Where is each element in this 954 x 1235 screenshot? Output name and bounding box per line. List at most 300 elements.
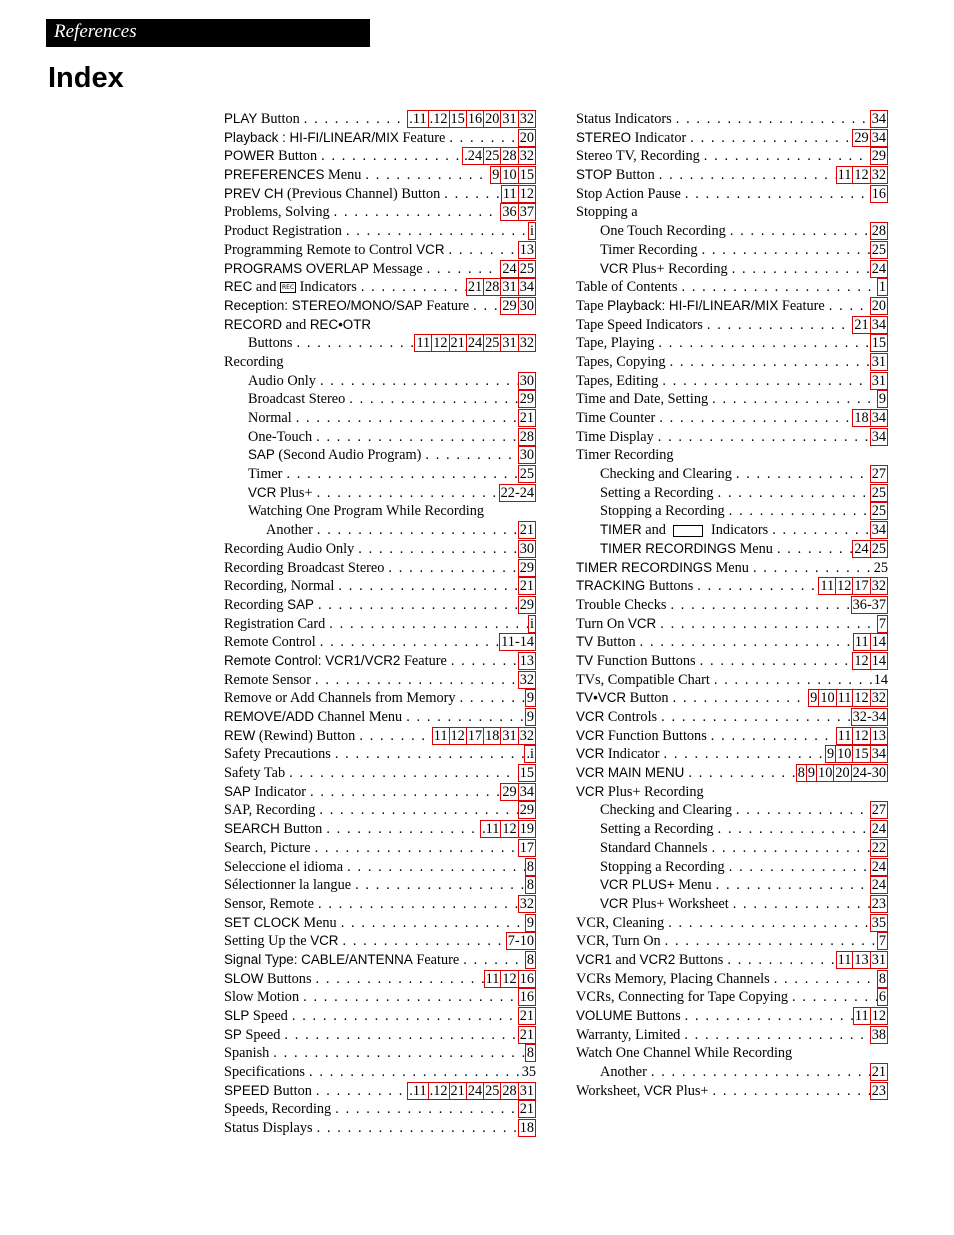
page-link[interactable]: 12 — [871, 1008, 886, 1024]
page-link[interactable]: 17 — [519, 839, 534, 856]
page-refs — [871, 502, 888, 521]
index-term: Timer Recording — [600, 241, 698, 258]
index-entry — [576, 559, 888, 578]
page-link[interactable]: 21 — [519, 1101, 534, 1118]
index-term: Watch One Channel While Recording — [576, 1045, 793, 1062]
dot-leader — [300, 110, 409, 129]
index-term: REW (Rewind) Button — [224, 727, 356, 744]
page-link[interactable]: 25 — [871, 503, 886, 520]
index-entry — [576, 129, 888, 148]
dot-leader — [330, 203, 502, 222]
page-link[interactable]: 25 — [871, 484, 886, 501]
page-link[interactable]: 30 — [519, 540, 534, 557]
page-link[interactable]: 32 — [519, 727, 534, 744]
page-link[interactable]: 10 — [837, 746, 852, 763]
page-link[interactable]: 6 — [878, 989, 886, 1006]
index-term: TV•VCR Button — [576, 690, 669, 707]
page-link[interactable]: 36-37 — [852, 596, 886, 613]
page-link[interactable]: 25 — [871, 241, 886, 258]
index-entry — [224, 185, 536, 204]
index-term: TV Function Buttons — [576, 652, 696, 669]
page-link[interactable]: 32 — [519, 148, 534, 165]
index-term: Spanish — [224, 1045, 270, 1062]
index-entry — [576, 652, 888, 671]
dot-leader — [664, 914, 871, 933]
page-link[interactable]: 30 — [519, 297, 534, 314]
index-term: Programming Remote to Control VCR — [224, 241, 445, 258]
page-link[interactable]: 24 — [871, 260, 886, 277]
section-header-bar — [46, 19, 370, 47]
page-link[interactable]: 25 — [485, 335, 500, 352]
page-link[interactable]: 29 — [502, 783, 517, 800]
page-refs — [525, 745, 536, 764]
page-link[interactable]: 15 — [450, 111, 465, 127]
page-link[interactable]: 11 — [502, 185, 517, 202]
index-term: REMOVE/ADD Channel Menu — [224, 709, 403, 725]
index-entry — [576, 708, 888, 727]
page-refs — [507, 932, 536, 951]
index-entry — [576, 858, 888, 877]
page-link[interactable]: 24 — [871, 858, 886, 875]
page-link[interactable]: 7 — [878, 615, 886, 632]
page-link[interactable]: 21 — [519, 578, 534, 595]
index-entry — [224, 110, 536, 129]
page-link[interactable]: 25 — [871, 540, 886, 557]
index-term: One Touch Recording — [600, 223, 726, 240]
page-refs — [874, 671, 888, 690]
page-link[interactable]: 32 — [519, 895, 534, 912]
index-term: Table of Contents — [576, 279, 678, 296]
page-link[interactable]: 24 — [871, 821, 886, 838]
dot-leader — [698, 241, 871, 260]
dot-leader — [658, 372, 870, 391]
index-term: Recording SAP — [224, 596, 314, 613]
page-link[interactable]: 13 — [519, 241, 534, 258]
page-link[interactable]: 12 — [837, 578, 852, 595]
page-link[interactable]: 16 — [519, 970, 534, 987]
page-link[interactable]: 10 — [818, 765, 833, 782]
dot-leader — [299, 988, 519, 1007]
page-link[interactable]: 15 — [519, 167, 534, 184]
index-entry — [224, 559, 536, 578]
page-link[interactable]: 29 — [519, 596, 534, 613]
page-link[interactable]: 12 — [854, 690, 869, 707]
page-link[interactable]: 17 — [467, 727, 483, 744]
page-link[interactable]: 11 — [854, 634, 869, 651]
index-term: Sélectionner la langue — [224, 877, 352, 894]
dot-leader — [656, 615, 878, 634]
page-link[interactable]: 32 — [519, 671, 534, 688]
index-entry — [224, 895, 536, 914]
page-link[interactable]: 8 — [526, 951, 534, 968]
page-link[interactable]: 12 — [450, 727, 465, 744]
page-link[interactable]: 21 — [467, 279, 483, 296]
page-refs — [871, 241, 888, 260]
page-link[interactable]: 16 — [467, 111, 483, 127]
dot-leader — [317, 147, 463, 166]
index-entry — [576, 951, 888, 970]
page-link[interactable]: 9 — [492, 167, 500, 184]
page-refs — [871, 895, 888, 914]
index-entry — [224, 166, 536, 185]
page-link[interactable]: 8 — [878, 970, 886, 987]
page-link[interactable]: 28 — [502, 1082, 517, 1099]
page-link[interactable]: 23 — [871, 895, 886, 912]
page-link[interactable]: 31 — [871, 353, 886, 370]
index-entry — [576, 241, 888, 260]
index-term: Recording Broadcast Stereo — [224, 559, 385, 576]
page-link[interactable]: .24 — [464, 148, 483, 165]
dot-leader — [384, 559, 518, 578]
index-entry — [224, 222, 536, 241]
page-link[interactable]: 9 — [826, 746, 835, 763]
page-link[interactable]: 25 — [519, 466, 534, 483]
page-link[interactable]: .11 — [409, 1082, 427, 1099]
page-refs — [526, 876, 536, 895]
page-refs — [500, 633, 536, 652]
page-refs — [519, 577, 536, 596]
page-link[interactable]: 18 — [485, 727, 500, 744]
page-link[interactable]: 23 — [871, 1082, 886, 1099]
index-term: Specifications — [224, 1064, 305, 1081]
page-refs — [871, 260, 888, 279]
index-term: Timer Recording — [576, 447, 674, 464]
page-link[interactable]: 31 — [502, 727, 517, 744]
page-link[interactable]: 29 — [854, 129, 869, 146]
index-term: VCR Plus+ Recording — [576, 783, 704, 800]
page-link[interactable]: 32 — [519, 111, 534, 127]
page-link[interactable]: 32 — [871, 690, 886, 707]
page-link[interactable]: 25 — [519, 260, 534, 277]
index-entry — [576, 540, 888, 559]
page-link[interactable]: 15 — [519, 765, 534, 782]
page-link[interactable]: 21 — [519, 1026, 534, 1043]
page-link[interactable]: 15 — [871, 335, 886, 352]
page-refs — [853, 409, 888, 428]
index-term: Broadcast Stereo — [248, 391, 346, 408]
page-link[interactable]: 10 — [502, 167, 517, 184]
page-link[interactable]: 28 — [871, 223, 886, 240]
page-refs — [871, 110, 888, 129]
page-link[interactable]: 25 — [485, 148, 500, 165]
index-entry — [576, 727, 888, 746]
page-link[interactable]: 24 — [467, 1082, 483, 1099]
timer-indicator-icon — [673, 525, 703, 537]
page-link[interactable]: .12 — [429, 111, 448, 127]
page-link[interactable]: 7 — [878, 933, 886, 950]
page-link[interactable]: 9 — [878, 391, 886, 408]
index-entry — [576, 801, 888, 820]
page-link[interactable]: 9 — [526, 914, 534, 931]
page-link[interactable]: 14 — [871, 634, 886, 651]
page-link[interactable]: 31 — [871, 951, 886, 968]
dot-leader — [710, 671, 874, 690]
page-link[interactable]: 21 — [519, 1008, 534, 1024]
page-link[interactable]: 12 — [854, 652, 869, 669]
index-term: Trouble Checks — [576, 596, 667, 613]
index-term: Slow Motion — [224, 989, 300, 1006]
index-entry — [224, 147, 536, 166]
page-refs — [519, 596, 536, 615]
page-link[interactable]: 11 — [416, 335, 431, 352]
page-link[interactable]: 31 — [502, 279, 517, 296]
page-link[interactable]: 35 — [871, 914, 886, 931]
index-entry — [224, 689, 536, 708]
index-entry — [224, 353, 536, 372]
dot-leader — [712, 876, 871, 895]
index-term: Recording, Normal — [224, 578, 335, 595]
page-link[interactable]: i — [530, 615, 534, 632]
page-link[interactable]: 19 — [519, 821, 534, 838]
dot-leader — [311, 839, 519, 858]
page-link[interactable]: 1 — [878, 279, 886, 296]
page-link[interactable]: 29 — [502, 297, 517, 314]
page-link[interactable]: 29 — [519, 559, 534, 576]
page-link[interactable]: 14 — [871, 652, 886, 669]
dot-leader — [315, 801, 518, 820]
page-link[interactable]: 24 — [502, 260, 517, 277]
index-entry — [576, 633, 888, 652]
dot-leader — [666, 353, 871, 372]
index-entry — [224, 633, 536, 652]
page-link[interactable]: 34 — [871, 129, 886, 146]
page-link[interactable]: 8 — [797, 765, 805, 782]
page-link[interactable]: 11 — [820, 578, 835, 595]
index-term: VCR Plus+ — [248, 484, 313, 501]
page-refs — [501, 783, 536, 802]
dot-leader — [729, 895, 871, 914]
page-link[interactable]: 12 — [502, 821, 517, 838]
page-refs — [500, 484, 536, 503]
page-link[interactable]: 11 — [837, 727, 852, 744]
page-refs — [871, 147, 888, 166]
page-link[interactable]: 11 — [433, 727, 448, 744]
page-link[interactable]: 12 — [433, 335, 448, 352]
page-link[interactable]: 13 — [871, 727, 886, 744]
dot-leader — [361, 166, 491, 185]
page-link[interactable]: 9 — [810, 690, 818, 707]
page-link[interactable]: 8 — [526, 858, 534, 875]
page-link[interactable]: 32 — [871, 167, 886, 184]
page-link[interactable]: 21 — [519, 522, 534, 539]
page-link[interactable]: 21 — [519, 410, 534, 426]
page-link[interactable]: 21 — [854, 316, 869, 333]
page-link[interactable]: 27 — [871, 466, 886, 483]
page-link[interactable]: 8 — [526, 877, 534, 894]
page-link[interactable]: 12 — [854, 727, 869, 744]
page-link[interactable]: 9 — [807, 765, 816, 782]
dot-leader — [681, 1007, 854, 1026]
page-link[interactable]: 36 — [502, 204, 517, 221]
page-link[interactable]: 27 — [871, 802, 886, 819]
index-term: Stopping a — [576, 204, 638, 221]
index-term: Safety Tab — [224, 765, 286, 782]
page-link[interactable]: 38 — [871, 1026, 886, 1043]
index-entry — [576, 278, 888, 297]
page-link[interactable]: 34 — [871, 746, 886, 763]
dot-leader — [313, 1119, 519, 1138]
page-link[interactable]: 31 — [502, 111, 517, 127]
page-link[interactable]: 24 — [854, 540, 869, 557]
page-link[interactable]: 22 — [871, 839, 886, 856]
index-term: TIMER and Indicators — [600, 522, 769, 539]
index-entry — [576, 876, 888, 895]
page-link[interactable]: 34 — [871, 111, 886, 127]
page-refs — [519, 390, 536, 409]
index-term: Tapes, Copying — [576, 353, 666, 370]
page-refs — [519, 446, 536, 465]
index-term: SEARCH Button — [224, 821, 323, 838]
index-term: Turn On VCR — [576, 615, 657, 632]
index-term: Another — [266, 522, 313, 539]
index-entry — [576, 745, 888, 764]
dot-leader — [732, 801, 871, 820]
index-entry — [224, 484, 536, 503]
page-link[interactable]: 18 — [854, 410, 869, 426]
page-link[interactable]: 11 — [837, 167, 852, 184]
page-refs — [526, 951, 536, 970]
index-term: POWER Button — [224, 148, 318, 165]
page-link[interactable]: .11 — [482, 821, 500, 838]
page-refs — [519, 1119, 536, 1138]
page-refs — [854, 633, 888, 652]
dot-leader — [285, 764, 519, 783]
page-link[interactable]: 13 — [519, 652, 534, 669]
page-refs — [519, 241, 536, 260]
index-term: PREFERENCES Menu — [224, 167, 362, 184]
page-link[interactable]: 11 — [837, 690, 852, 707]
page-link[interactable]: 11 — [485, 970, 500, 987]
page-link[interactable]: 8 — [526, 1045, 534, 1062]
page-link[interactable]: 31 — [871, 372, 886, 389]
page-link[interactable]: 12 — [502, 970, 517, 987]
page-link[interactable]: 9 — [526, 709, 534, 725]
page-link[interactable]: 20 — [519, 129, 534, 146]
page-link[interactable]: 16 — [871, 185, 886, 202]
page-title: Index — [48, 62, 124, 94]
dot-leader — [331, 1100, 518, 1119]
page-link[interactable]: 11 — [854, 1008, 869, 1024]
page-link[interactable]: 34 — [519, 279, 534, 296]
page-link[interactable]: 17 — [854, 578, 869, 595]
index-term: Status Displays — [224, 1120, 313, 1137]
page-link[interactable]: 30 — [519, 372, 534, 389]
page-link[interactable]: 11 — [837, 951, 852, 968]
dot-leader — [314, 895, 519, 914]
index-term: Setting a Recording — [600, 821, 714, 838]
page-link[interactable]: 32 — [519, 335, 534, 352]
page-link[interactable]: 34 — [871, 522, 886, 539]
page-link[interactable]: 34 — [871, 428, 886, 445]
page-refs — [433, 727, 536, 746]
page-link[interactable]: 22-24 — [500, 484, 534, 501]
page-link[interactable]: 24 — [871, 877, 886, 894]
page-link[interactable]: 28 — [485, 279, 500, 296]
index-term: Search, Picture — [224, 839, 311, 856]
page-link[interactable]: 24-30 — [852, 765, 886, 782]
page-link[interactable]: 25 — [485, 1082, 500, 1099]
index-entry — [576, 147, 888, 166]
page-link[interactable]: 12 — [519, 185, 534, 202]
page-link[interactable]: 34 — [871, 316, 886, 333]
page-refs — [519, 1100, 536, 1119]
page-link[interactable]: 31 — [519, 1082, 534, 1099]
page-link[interactable]: 37 — [519, 204, 534, 221]
dot-leader — [677, 278, 877, 297]
page-link[interactable]: 15 — [854, 746, 869, 763]
page-refs — [519, 559, 536, 578]
rec-indicator-icon: REC — [282, 284, 295, 292]
page-link[interactable]: 20 — [835, 765, 850, 782]
page-link[interactable]: .i — [526, 746, 534, 763]
index-term: Buttons — [248, 335, 293, 352]
page-link[interactable]: 20 — [485, 111, 500, 127]
page-link[interactable]: 29 — [519, 802, 534, 819]
page-refs — [522, 1063, 536, 1082]
page-link[interactable]: .11 — [409, 111, 427, 127]
page-refs — [526, 858, 536, 877]
page-link[interactable]: 32 — [871, 578, 886, 595]
page-refs — [878, 970, 888, 989]
page-refs — [519, 764, 536, 783]
page-link[interactable]: 34 — [871, 410, 886, 426]
page-link[interactable]: 31 — [502, 335, 517, 352]
page-refs — [837, 727, 888, 746]
page-link[interactable]: 28 — [502, 148, 517, 165]
page-link[interactable]: 34 — [519, 783, 534, 800]
index-entry — [576, 1026, 888, 1045]
page-link[interactable]: 12 — [854, 167, 869, 184]
page-link[interactable]: 30 — [519, 447, 534, 464]
dot-leader — [768, 521, 871, 540]
index-term: TV Button — [576, 634, 636, 651]
page-link[interactable]: 21 — [450, 1082, 465, 1099]
page-link[interactable]: 13 — [854, 951, 869, 968]
page-link[interactable]: 10 — [820, 690, 835, 707]
index-entry — [576, 203, 888, 222]
page-link[interactable]: 9 — [526, 690, 534, 707]
page-link[interactable]: 29 — [519, 391, 534, 408]
page-refs — [871, 222, 888, 241]
index-entry — [224, 727, 536, 746]
index-term: Sensor, Remote — [224, 895, 314, 912]
page-link[interactable]: 28 — [519, 428, 534, 445]
page-link[interactable]: 29 — [871, 148, 886, 165]
page-link[interactable]: i — [530, 223, 534, 240]
page-refs — [819, 577, 888, 596]
index-entry — [224, 615, 536, 634]
page-link[interactable]: 16 — [519, 989, 534, 1006]
page-link[interactable]: 18 — [519, 1120, 534, 1137]
page-link[interactable]: .12 — [429, 1082, 448, 1099]
page-link[interactable]: 24 — [467, 335, 483, 352]
page-link[interactable]: 21 — [871, 1064, 886, 1081]
dot-leader — [313, 484, 500, 503]
page-link[interactable]: 21 — [450, 335, 465, 352]
dot-leader — [726, 222, 871, 241]
page-link[interactable]: 11-14 — [501, 634, 534, 651]
page-link[interactable]: 7-10 — [507, 933, 534, 950]
page-link[interactable]: 20 — [871, 297, 886, 314]
page-refs — [519, 652, 536, 671]
page-link[interactable]: 32-34 — [852, 709, 886, 725]
index-term: VCR, Turn On — [576, 933, 661, 950]
dot-leader — [654, 428, 871, 447]
page-refs — [871, 914, 888, 933]
page-link: 25 — [873, 559, 888, 576]
dot-leader — [714, 820, 871, 839]
page-refs — [871, 465, 888, 484]
